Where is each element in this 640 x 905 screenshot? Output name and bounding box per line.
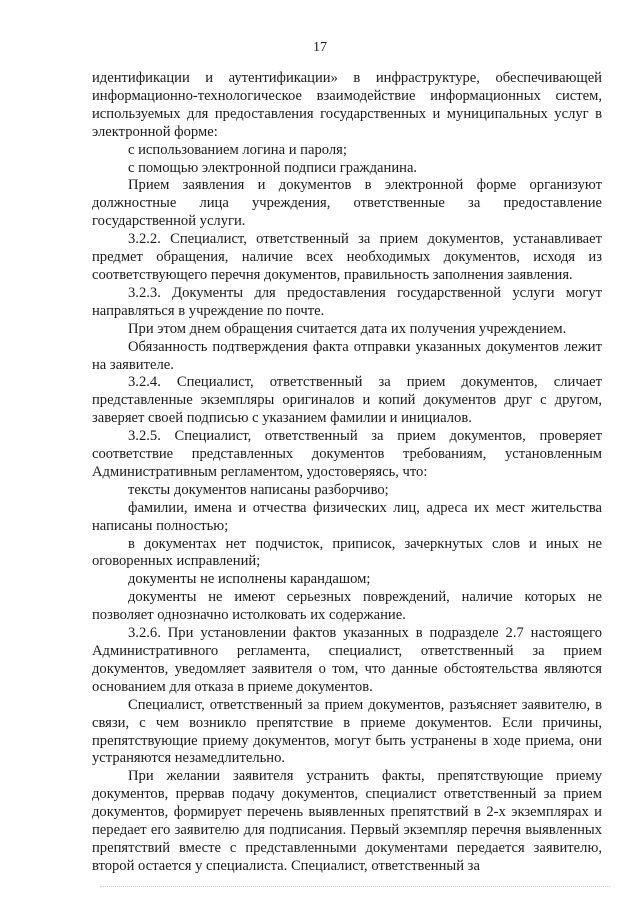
paragraph: 3.2.5. Специалист, ответственный за прием документов, проверяет соответствие представленных документов требованиям, установленным Административным регламентом, удостоверяясь, что: — [92, 428, 602, 480]
paragraph: При желании заявителя устранить факты, препятствующие приему документов, прервав подачу документов, специалист ответственный за прием документов, формирует перечень выявленных препятствий в 2-х экземплярах и передает его заявителю для подписания. Первый экземпляр перечня выявленных препятствий вместе с представленными документами передается заявителю, второй остается у специалиста. Специалист, ответственный за — [92, 768, 602, 874]
scan-artifact-line — [100, 886, 610, 893]
paragraph: 3.2.6. При установлении фактов указанных в подразделе 2.7 настоящего Административного регламента, специалист, ответственный за прием документов, уведомляет заявителя о том, что данные обстоятельства являются основанием для отказа в приеме документов. — [92, 625, 602, 695]
paragraph: идентификации и аутентификации» в инфраструктуре, обеспечивающей информационно-технологическое взаимодействие информационных систем, используемых для предоставления государственных и муниципальных услуг в электронной форме: — [92, 70, 602, 140]
paragraph: Специалист, ответственный за прием документов, разъясняет заявителю, в связи, с чем возникло препятствие в приеме документов. Если причины, препятствующие приему документов, могут быть устранены в ходе приема, они устраняются незамедлительно. — [92, 696, 602, 767]
paragraph: 3.2.4. Специалист, ответственный за прием документов, сличает представленные экземпляры оригиналов и копий документов друг с другом, заверяет своей подписью с указанием фамилии и инициалов. — [92, 374, 602, 427]
paragraph: Обязанность подтверждения факта отправки указанных документов лежит на заявителе. — [92, 338, 602, 373]
paragraph: документы не имеют серьезных повреждений, наличие которых не позволяет однозначно истолковать их содержание. — [92, 589, 602, 624]
page-number: 17 — [313, 40, 327, 55]
paragraph: тексты документов написаны разборчиво; — [128, 481, 389, 498]
paragraph: фамилии, имена и отчества физических лиц, адреса их мест жительства написаны полностью; — [92, 499, 602, 534]
paragraph: с помощью электронной подписи гражданина. — [128, 159, 418, 176]
paragraph: 3.2.3. Документы для предоставления государственной услуги могут направляться в учреждение по почте. — [92, 284, 602, 319]
paragraph: 3.2.2. Специалист, ответственный за прием документов, устанавливает предмет обращения, наличие всех необходимых документов, исходя из соответствующего перечня документов, правильность заполнения заявления. — [92, 231, 602, 283]
paragraph: в документах нет подчисток, приписок, зачеркнутых слов и иных не оговоренных исправлений; — [92, 535, 602, 570]
paragraph: с использованием логина и пароля; — [128, 141, 347, 158]
paragraph: При этом днем обращения считается дата их получения учреждением. — [128, 320, 567, 337]
paragraph: документы не исполнены карандашом; — [128, 571, 371, 588]
paragraph: Прием заявления и документов в электронной форме организуют должностные лица учреждения, ответственные за предоставление государственной услуги. — [92, 177, 602, 230]
document-body — [92, 70, 602, 876]
